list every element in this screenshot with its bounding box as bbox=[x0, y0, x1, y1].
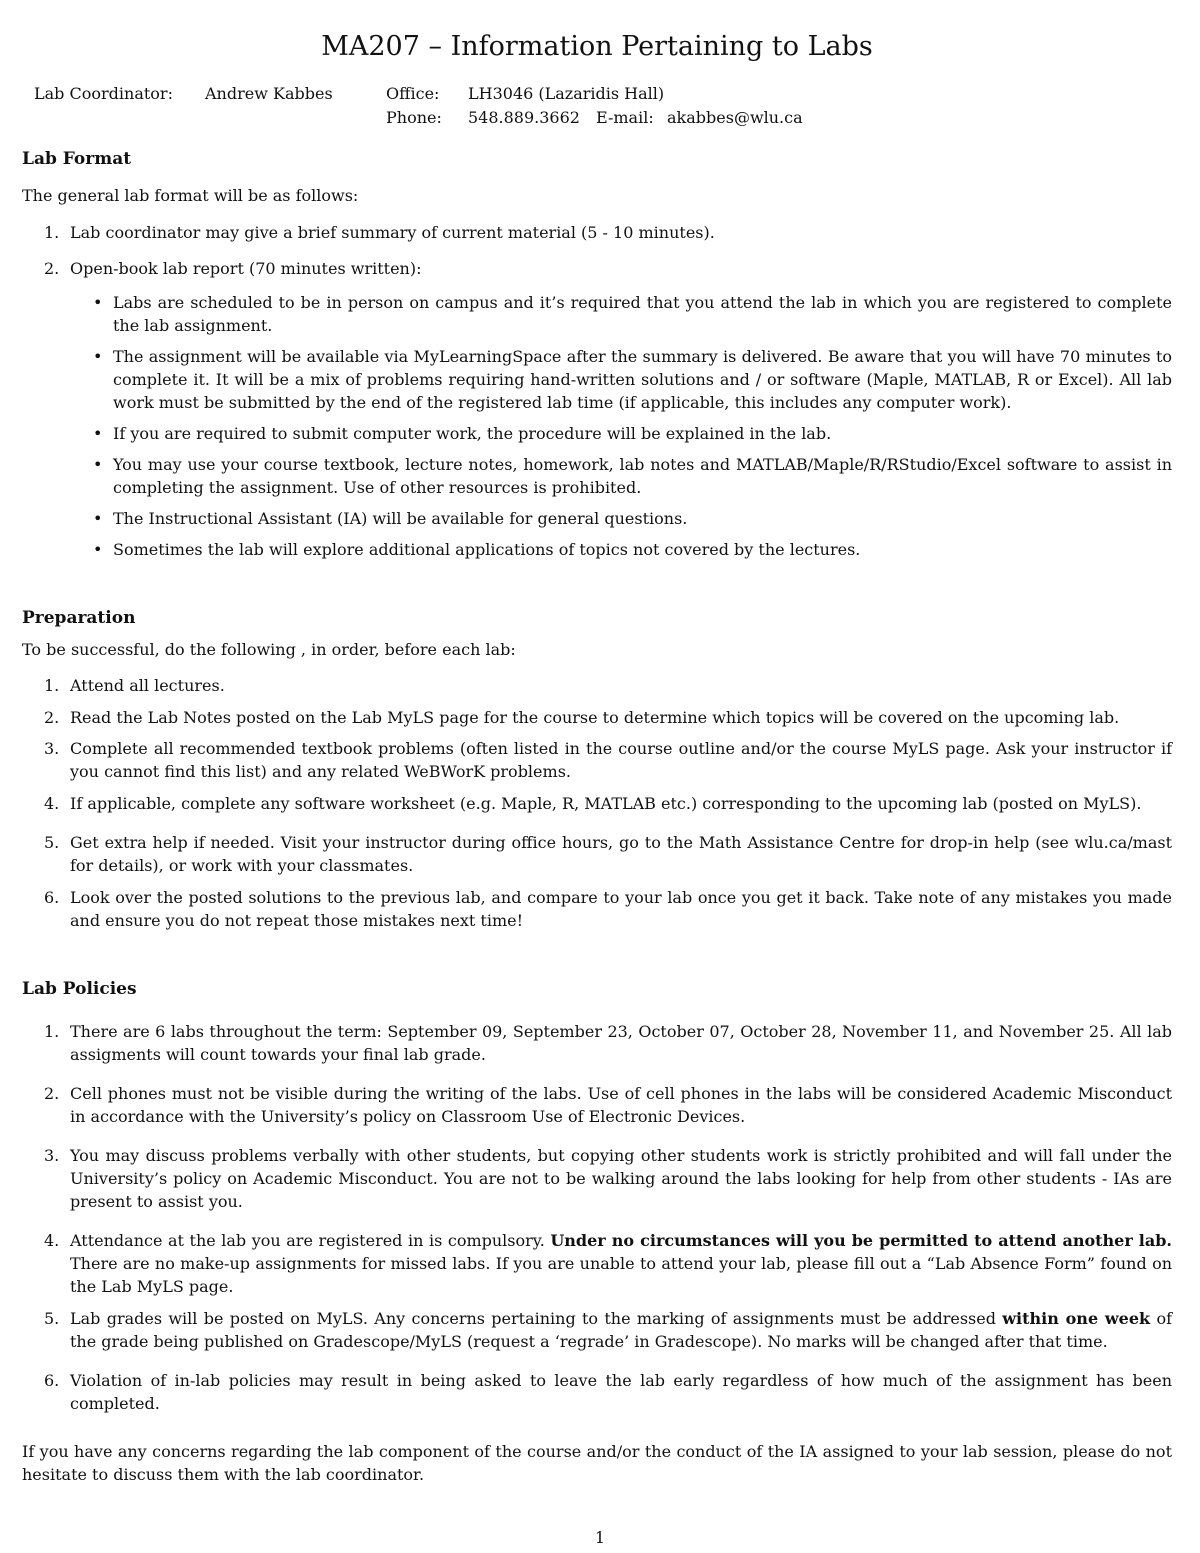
lab-format-list bbox=[22, 221, 1172, 244]
phone-label: Phone: bbox=[386, 108, 442, 127]
section-heading-lab-policies: Lab Policies bbox=[22, 979, 137, 999]
coordinator-name: Andrew Kabbes bbox=[205, 84, 333, 103]
bullet-item: • Sometimes the lab will explore additional applications of topics not covered by the lectures. bbox=[93, 540, 861, 559]
policies-list bbox=[22, 1020, 1172, 1415]
section-heading-lab-format: Lab Format bbox=[22, 149, 132, 169]
list-item: 1. Lab coordinator may give a brief summary of current material (5 - 10 minutes). bbox=[44, 223, 715, 242]
bullet-item: • You may use your course textbook, lecture notes, homework, lab notes and MATLAB/Maple/R/RStudio/Excel software to assist in completing the assignment. Use of other resources is prohibited. bbox=[93, 455, 1172, 497]
lab-format-list-2 bbox=[22, 257, 1172, 561]
list-item: 1. There are 6 labs throughout the term: September 09, September 23, October 07, October 28, November 11, and November 25. All lab assigments will count towards your final lab grade. bbox=[44, 1022, 1172, 1064]
list-item: 6. Violation of in-lab policies may result in being asked to leave the lab early regardless of how much of the assignment has been completed. bbox=[44, 1371, 1172, 1413]
office-label: Office: bbox=[386, 84, 440, 103]
list-item: 3. Complete all recommended textbook problems (often listed in the course outline and/or the course MyLS page. Ask your instructor if you cannot find this list) and any related WeBWorK problems. bbox=[44, 739, 1172, 781]
section-heading-preparation: Preparation bbox=[22, 608, 136, 628]
list-item: 2. Open-book lab report (70 minutes written): • Labs are scheduled to be in person on campus and it’s required that you attend the lab in which you are registered to complete the lab assignment. • The assignment will be available via MyLearningSpace after the summary is delivered. Be aware that you will have 70 minutes to complete it. It will be a mix of problems requiring hand-written solutions and / or software (Maple, MATLAB, R or Excel). All lab work must be submitted by the end of the registered lab time (if applicable, this includes any computer work). • If you are required to submit computer work, the procedure will be explained in the lab. • You may use your course textbook, lecture notes, homework, lab notes and MATLAB/Maple/R/RStudio/Excel software to assist in completing the assignment. Use of other resources is prohibited. • The Instructional Assistant (IA) will be available for general questions. • Sometimes the lab will explore additional applications of topics not covered by the lectures. bbox=[44, 259, 1172, 559]
bullet-item: • If you are required to submit computer work, the procedure will be explained in the lab. bbox=[93, 424, 832, 443]
preparation-list bbox=[22, 674, 1172, 932]
email-value: akabbes@wlu.ca bbox=[667, 108, 803, 127]
preparation-intro: To be successful, do the following , in order, before each lab: bbox=[22, 640, 516, 659]
lab-format-bullets bbox=[70, 291, 1172, 561]
list-item: 1. Attend all lectures. bbox=[44, 676, 225, 695]
coordinator-label: Lab Coordinator: bbox=[34, 84, 173, 103]
list-item: 3. You may discuss problems verbally with other students, but copying other students work is strictly prohibited and will fall under the University’s policy on Academic Misconduct. You are not to be walking around the labs looking for help from other students - IAs are present to assist you. bbox=[44, 1146, 1172, 1211]
list-item: 4. Attendance at the lab you are registered in is compulsory. Under no circumstances will you be permitted to attend another lab. There are no make-up assignments for missed labs. If you are unable to attend your lab, please fill out a “Lab Absence Form” found on the Lab MyLS page. bbox=[44, 1231, 1172, 1296]
list-item: 2. Cell phones must not be visible during the writing of the labs. Use of cell phones in the labs will be considered Academic Misconduct in accordance with the University’s policy on Classroom Use of Electronic Devices. bbox=[44, 1084, 1172, 1126]
list-item: 2. Read the Lab Notes posted on the Lab MyLS page for the course to determine which topics will be covered on the upcoming lab. bbox=[44, 708, 1120, 727]
emphasis-text: Under no circumstances will you be permitted to attend another lab. bbox=[550, 1231, 1172, 1250]
list-item: 6. Look over the posted solutions to the previous lab, and compare to your lab once you get it back. Take note of any mistakes you made and ensure you do not repeat those mistakes next time! bbox=[44, 888, 1172, 930]
emphasis-text: within one week bbox=[1002, 1309, 1151, 1328]
page-number: 1 bbox=[594, 1528, 606, 1547]
email-label: E-mail: bbox=[596, 108, 654, 127]
bullet-item: • Labs are scheduled to be in person on campus and it’s required that you attend the lab in which you are registered to complete the lab assignment. bbox=[93, 293, 1172, 335]
page-title: MA207 – Information Pertaining to Labs bbox=[321, 31, 873, 62]
list-item: 5. Lab grades will be posted on MyLS. Any concerns pertaining to the marking of assignments must be addressed within one week of the grade being published on Gradescope/MyLS (request a ‘regrade’ in Gradescope). No marks will be changed after that time. bbox=[44, 1309, 1172, 1351]
list-item: 5. Get extra help if needed. Visit your instructor during office hours, go to the Math Assistance Centre for drop-in help (see wlu.ca/mast for details), or work with your classmates. bbox=[44, 833, 1172, 875]
phone-value: 548.889.3662 bbox=[468, 108, 580, 127]
list-item: 4. If applicable, complete any software worksheet (e.g. Maple, R, MATLAB etc.) corresponding to the upcoming lab (posted on MyLS). bbox=[44, 794, 1142, 813]
lab-format-intro: The general lab format will be as follows: bbox=[22, 186, 359, 205]
closing-paragraph: If you have any concerns regarding the lab component of the course and/or the conduct of the IA assigned to your lab session, please do not hesitate to discuss them with the lab coordinator. bbox=[22, 1442, 1172, 1484]
bullet-item: • The Instructional Assistant (IA) will be available for general questions. bbox=[93, 509, 688, 528]
office-value: LH3046 (Lazaridis Hall) bbox=[468, 84, 665, 103]
bullet-item: • The assignment will be available via MyLearningSpace after the summary is delivered. Be aware that you will have 70 minutes to complete it. It will be a mix of problems requiring hand-written solutions and / or software (Maple, MATLAB, R or Excel). All lab work must be submitted by the end of the registered lab time (if applicable, this includes any computer work). bbox=[93, 347, 1172, 412]
